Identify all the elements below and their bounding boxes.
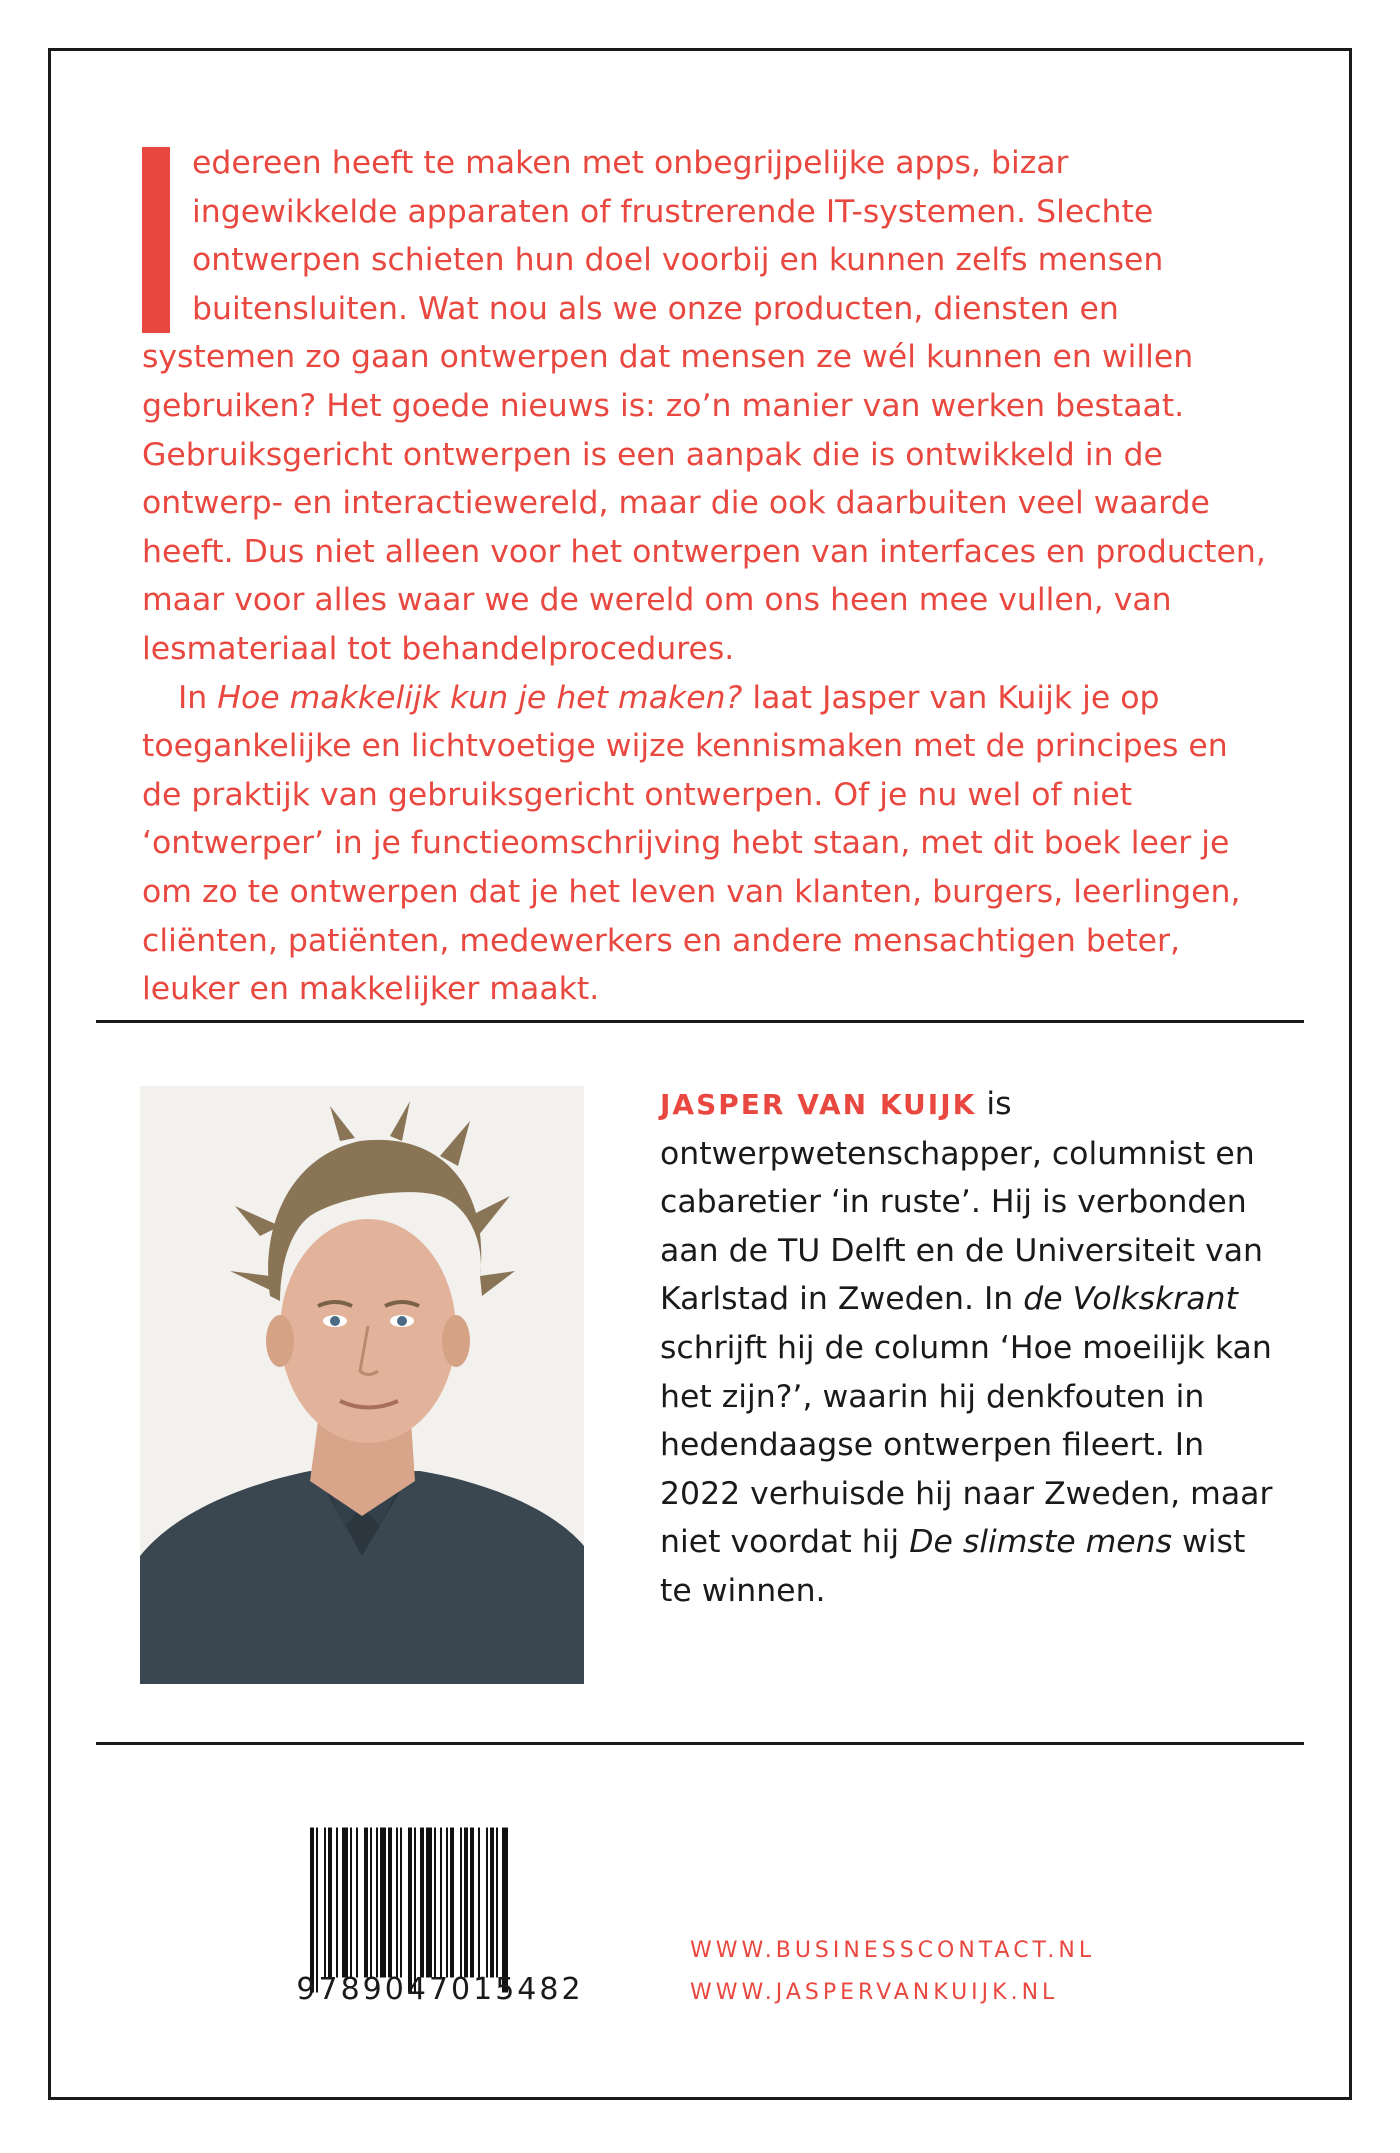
barcode-bar [388,1828,392,1978]
barcode-bar [356,1828,358,1978]
barcode-bar [470,1828,474,1978]
barcode-bar [400,1828,402,1978]
dropcap-bar [142,147,170,333]
blurb-paragraph-2 [142,674,1272,1014]
barcode-bar [336,1828,338,1978]
bio-text-2: schrijft hij de column ‘Hoe moeilijk kan het zijn?’, waarin hij denkfouten in hedendaagse ontwerpen fileert. In 2022 verhuisde hij naar Zweden, maar niet voordat hij [660,1329,1273,1561]
barcode-bar [420,1828,424,1978]
barcode-bar [446,1828,448,1978]
url-jaspervankuijk[interactable]: WWW.JASPERVANKUIJK.NL [690,1980,1059,2005]
url-businesscontact[interactable]: WWW.BUSINESSCONTACT.NL [690,1938,1096,1963]
barcode-bar [450,1828,454,1978]
website-list [690,1930,1095,2014]
bio-italic-2: De slimste mens [909,1524,1173,1561]
author-bio [660,1080,1280,1616]
blurb-text-2a: In [178,679,218,716]
barcode-bar [316,1828,318,1993]
author-name: JASPER VAN KUIJK [660,1088,977,1121]
barcode-bar [434,1828,436,1978]
barcode-bar [464,1828,468,1978]
barcode-bar [460,1828,462,1978]
barcode-bar [380,1828,386,1978]
barcode-bar [440,1828,442,1978]
barcode-bar [486,1828,488,1978]
book-title: Hoe makkelijk kun je het maken? [217,679,743,716]
barcode-bar [396,1828,398,1978]
blurb [142,139,1272,1014]
barcode-bar [350,1828,352,1978]
divider-top [96,1020,1304,1023]
barcode-bar [370,1828,372,1978]
author-portrait-icon [140,1086,584,1684]
barcode-bar [490,1828,494,1978]
bio-text-1: is ontwerpwetenschapper, columnist en cabaretier ‘in ruste’. Hij is verbonden aan de TU Delft en de Universiteit van Karlstad in Zweden. In [660,1086,1263,1318]
divider-bottom [96,1742,1304,1745]
bio-italic-1: de Volkskrant [1023,1281,1238,1318]
barcode-bar [364,1828,368,1978]
bio-paragraph [660,1080,1280,1616]
barcode-bar [478,1828,480,1978]
barcode-bar [496,1828,498,1978]
barcode-bar [414,1828,416,1993]
barcode-bar [310,1828,314,1993]
blurb-paragraph-1 [142,139,1272,674]
barcode-bar [324,1828,326,1978]
blurb-text-2b: laat Jasper van Kuijk je op toegankelijke en lichtvoetige wijze kennismaken met de principes en de praktijk van gebruiksgericht ontwerpen. Of je nu wel of niet ‘ontwerper’ in je functieomschrijving hebt staan, met dit boek leer je om zo te ontwerpen dat je het leven van klanten, burgers, leerlingen, cliënten, patiënten, medewerkers en andere mensachtigen beter, leuker en makkelijker maakt. [142,679,1241,1008]
barcode-bar [328,1828,332,1978]
author-photo [140,1086,584,1684]
barcode-bar [342,1828,348,1978]
isbn-number: 9789047015482 [296,1972,584,2007]
blurb-text-1: edereen heeft te maken met onbegrijpelijke apps, bizar ingewikkelde apparaten of frustrerende IT-systemen. Slechte ontwerpen schieten hun doel voorbij en kunnen zelfs mensen buitensluiten. Wat nou als we onze producten, diensten en systemen zo gaan ontwerpen dat mensen ze wél kunnen en willen gebruiken? Het goede nieuws is: zo’n manier van werken bestaat. Gebruiksgericht ontwerpen is een aanpak die is ontwikkeld in de ontwerp- en interactiewereld, maar die ook daarbuiten veel waarde heeft. Dus niet alleen voor het ontwerpen van interfaces en producten, maar voor alles waar we de wereld om ons heen mee vullen, van lesmateriaal tot behandelprocedures. [142,145,1266,667]
bio-text-3: wist te winnen. [660,1524,1246,1609]
barcode-bar [376,1828,378,1978]
barcode-bar [502,1828,508,1993]
barcode-bar [408,1828,412,1993]
barcode-bar [426,1828,432,1978]
